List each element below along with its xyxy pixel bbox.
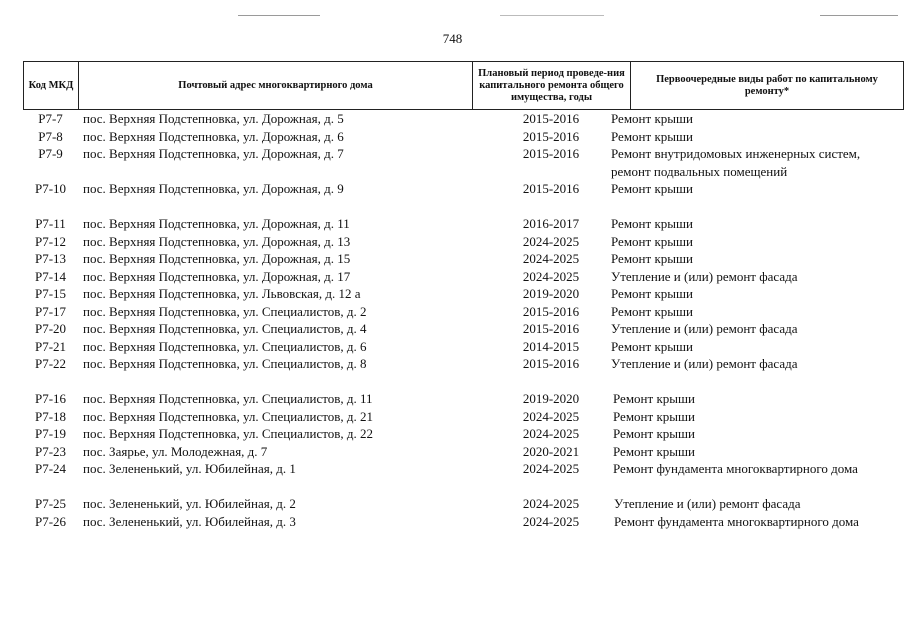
- cell-code: Р7-14: [34, 268, 67, 284]
- cell-address: пос. Верхняя Подстепновка, ул. Специалистов, д. 21: [83, 408, 374, 424]
- table-header: [23, 61, 904, 110]
- cell-address: пос. Верхняя Подстепновка, ул. Дорожная, д. 11: [83, 216, 350, 231]
- cell-code: Р7-11: [35, 216, 66, 231]
- cell-address: пос. Заярье, ул. Молодежная, д. 7: [83, 443, 268, 459]
- cell-period: 2014-2015: [522, 338, 580, 354]
- cell-code: Р7-12: [34, 233, 67, 249]
- cell-code: Р7-9: [38, 146, 63, 161]
- scan-artifact-line: [238, 15, 320, 16]
- cell-address: пос. Верхняя Подстепновка, ул. Дорожная, д. 13: [83, 233, 351, 249]
- cell-works: Ремонт крыши: [613, 426, 695, 441]
- cell-period: 2015-2016: [522, 356, 580, 371]
- cell-works: Утепление и (или) ремонт фасада: [611, 356, 798, 371]
- cell-period: 2015-2016: [522, 303, 580, 319]
- cell-code: Р7-22: [34, 356, 67, 371]
- cell-period: 2024-2025: [522, 513, 580, 529]
- cell-period: 2015-2016: [522, 321, 580, 336]
- cell-works: Утепление и (или) ремонт фасада: [614, 496, 801, 511]
- cell-code: Р7-17: [34, 303, 67, 319]
- cell-period: 2015-2016: [522, 111, 580, 126]
- cell-works: Ремонт фундамента многоквартирного дома: [614, 513, 859, 529]
- cell-address: пос. Верхняя Подстепновка, ул. Специалистов, д. 6: [83, 338, 367, 354]
- cell-works: Утепление и (или) ремонт фасада: [611, 268, 798, 284]
- cell-period: 2024-2025: [522, 496, 580, 511]
- cell-works: Ремонт крыши: [611, 251, 693, 266]
- scan-artifact-line: [500, 15, 604, 16]
- cell-code: Р7-24: [34, 461, 67, 476]
- cell-works: Ремонт внутридомовых инженерных систем, ремонт подвальных помещений: [611, 146, 861, 179]
- cell-code: Р7-25: [34, 496, 67, 511]
- cell-works: Ремонт крыши: [611, 233, 693, 249]
- cell-period: 2024-2025: [522, 268, 580, 284]
- scan-artifact-line: [820, 15, 898, 16]
- cell-period: 2024-2025: [522, 408, 580, 424]
- cell-address: пос. Верхняя Подстепновка, ул. Дорожная, д. 5: [83, 111, 344, 126]
- cell-period: 2024-2025: [522, 426, 580, 441]
- cell-address: пос. Верхняя Подстепновка, ул. Специалистов, д. 22: [83, 426, 374, 441]
- header-address: Почтовый адрес многоквартирного дома: [78, 62, 472, 109]
- cell-works: Ремонт крыши: [611, 303, 693, 319]
- cell-period: 2019-2020: [522, 286, 580, 301]
- cell-address: пос. Верхняя Подстепновка, ул. Специалистов, д. 8: [83, 356, 367, 371]
- cell-address: пос. Зелененький, ул. Юбилейная, д. 1: [83, 461, 296, 476]
- cell-code: Р7-16: [34, 391, 67, 406]
- cell-works: Ремонт крыши: [611, 286, 693, 301]
- header-period: Плановый период проведе-ния капитального ремонта общего имущества, годы: [472, 62, 630, 109]
- cell-period: 2015-2016: [522, 128, 580, 144]
- cell-works: Ремонт фундамента многоквартирного дома: [613, 461, 858, 476]
- cell-period: 2015-2016: [522, 146, 580, 161]
- cell-period: 2015-2016: [522, 181, 580, 196]
- header-works: Первоочередные виды работ по капитальному ремонту*: [630, 62, 904, 109]
- cell-code: Р7-10: [34, 181, 67, 196]
- cell-code: Р7-7: [38, 111, 63, 126]
- header-code: Код МКД: [23, 62, 78, 109]
- cell-period: 2016-2017: [522, 216, 580, 231]
- cell-address: пос. Верхняя Подстепновка, ул. Львовская, д. 12 а: [83, 286, 361, 301]
- cell-address: пос. Верхняя Подстепновка, ул. Дорожная, д. 15: [83, 251, 351, 266]
- cell-period: 2019-2020: [522, 391, 580, 406]
- cell-code: Р7-18: [34, 408, 67, 424]
- cell-address: пос. Верхняя Подстепновка, ул. Специалистов, д. 11: [83, 391, 373, 406]
- page-number: 748: [442, 31, 463, 46]
- cell-works: Ремонт крыши: [613, 443, 695, 459]
- cell-address: пос. Зелененький, ул. Юбилейная, д. 2: [83, 496, 296, 511]
- cell-address: пос. Верхняя Подстепновка, ул. Дорожная, д. 9: [83, 181, 344, 196]
- cell-works: Утепление и (или) ремонт фасада: [611, 321, 798, 336]
- cell-works: Ремонт крыши: [611, 111, 693, 126]
- cell-period: 2024-2025: [522, 251, 580, 266]
- cell-address: пос. Верхняя Подстепновка, ул. Специалистов, д. 2: [83, 303, 367, 319]
- cell-code: Р7-13: [34, 251, 67, 266]
- cell-code: Р7-19: [34, 426, 67, 441]
- cell-address: пос. Верхняя Подстепновка, ул. Дорожная, д. 6: [83, 128, 344, 144]
- cell-address: пос. Верхняя Подстепновка, ул. Дорожная, д. 7: [83, 146, 344, 161]
- cell-works: Ремонт крыши: [611, 181, 693, 196]
- cell-address: пос. Зелененький, ул. Юбилейная, д. 3: [83, 513, 296, 529]
- cell-code: Р7-20: [34, 321, 67, 336]
- cell-period: 2024-2025: [522, 233, 580, 249]
- cell-works: Ремонт крыши: [611, 216, 693, 231]
- cell-code: Р7-15: [34, 286, 67, 301]
- cell-period: 2020-2021: [522, 443, 580, 459]
- cell-code: Р7-8: [38, 128, 63, 144]
- cell-period: 2024-2025: [522, 461, 580, 476]
- cell-address: пос. Верхняя Подстепновка, ул. Дорожная, д. 17: [83, 268, 351, 284]
- cell-code: Р7-26: [34, 513, 67, 529]
- cell-works: Ремонт крыши: [611, 128, 693, 144]
- cell-works: Ремонт крыши: [611, 338, 693, 354]
- cell-code: Р7-23: [34, 443, 67, 459]
- cell-works: Ремонт крыши: [613, 391, 695, 406]
- cell-address: пос. Верхняя Подстепновка, ул. Специалистов, д. 4: [83, 321, 367, 336]
- cell-code: Р7-21: [34, 338, 67, 354]
- cell-works: Ремонт крыши: [613, 408, 695, 424]
